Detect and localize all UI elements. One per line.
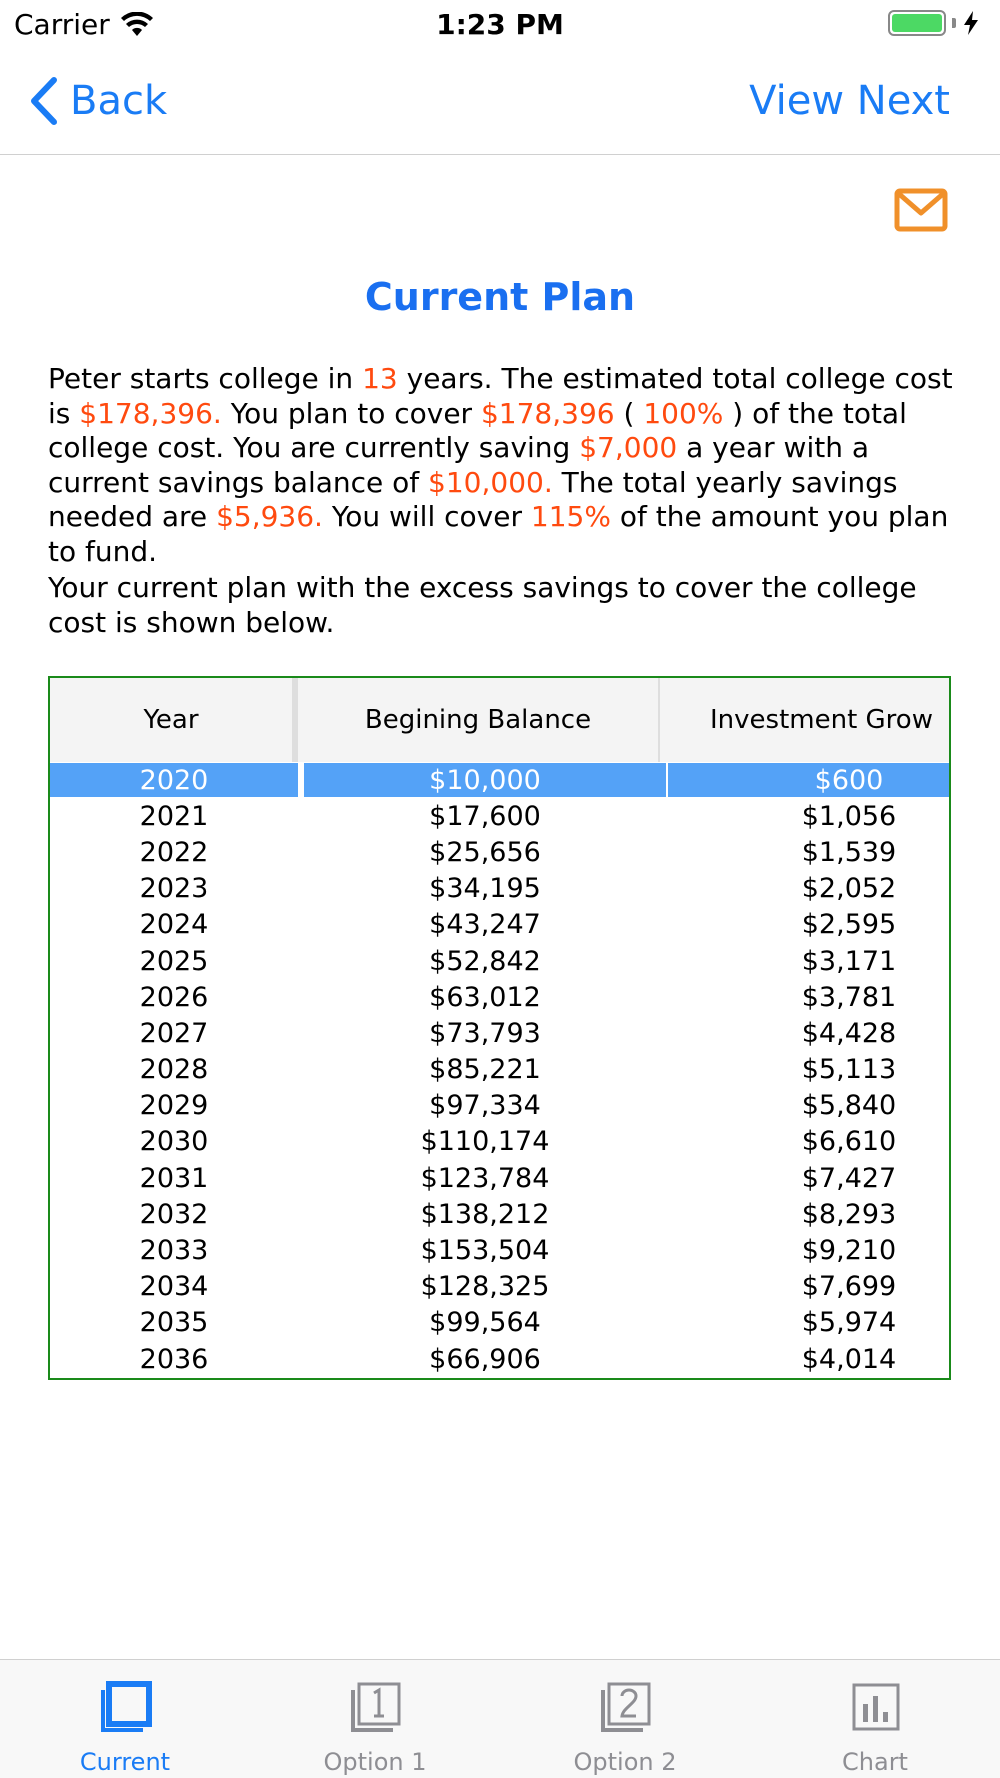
status-time: 1:23 PM	[436, 8, 564, 41]
cell-year: 2031	[139, 1162, 209, 1194]
cell-year: 2025	[139, 945, 209, 977]
table-row[interactable]	[50, 1052, 951, 1088]
years-value: 13	[362, 362, 398, 395]
table-row[interactable]	[50, 1160, 951, 1196]
tab-label-option-1: Option 1	[323, 1748, 427, 1776]
cell-investment-growth: $3,781	[801, 981, 897, 1013]
cell-year: 2033	[139, 1235, 209, 1267]
option-2-icon	[597, 1678, 655, 1736]
table-body	[50, 762, 951, 1377]
cell-investment-growth: $9,210	[801, 1235, 897, 1267]
cell-beginning-balance: $25,656	[429, 836, 541, 868]
tab-label-chart: Chart	[842, 1748, 908, 1776]
back-label: Back	[70, 78, 168, 124]
cell-beginning-balance: $110,174	[420, 1126, 550, 1158]
chart-icon	[847, 1678, 905, 1736]
cell-year: 2020	[50, 763, 298, 797]
cell-investment-growth: $600	[668, 763, 951, 797]
status-bar	[0, 0, 1000, 50]
cell-investment-growth: $7,427	[801, 1162, 897, 1194]
table-row[interactable]	[50, 943, 951, 979]
total-cost-value: $178,396.	[79, 396, 222, 430]
cell-investment-growth: $6,610	[801, 1126, 897, 1158]
cell-investment-growth: $7,699	[801, 1271, 897, 1303]
cell-beginning-balance: $85,221	[429, 1054, 541, 1086]
cell-year: 2023	[139, 873, 209, 905]
battery-indicator	[888, 10, 980, 36]
cell-investment-growth: $1,056	[801, 800, 897, 832]
tab-chart[interactable]	[750, 1660, 1000, 1778]
cover-percent-value: 100%	[643, 396, 724, 430]
current-plan-icon	[97, 1678, 155, 1736]
column-header-year[interactable]: Year	[50, 678, 298, 762]
cell-investment-growth: $5,113	[801, 1054, 897, 1086]
cell-investment-growth: $4,014	[801, 1343, 897, 1375]
cell-year: 2034	[139, 1271, 209, 1303]
cell-beginning-balance: $10,000	[304, 763, 666, 797]
cell-year: 2029	[139, 1090, 209, 1122]
yearly-saving-value: $7,000	[579, 431, 678, 464]
table-row[interactable]	[50, 1015, 951, 1051]
cell-beginning-balance: $34,195	[429, 873, 541, 905]
cell-year: 2030	[139, 1126, 209, 1158]
cell-year: 2027	[139, 1017, 209, 1049]
cell-investment-growth: $4,428	[801, 1017, 897, 1049]
cell-year: 2036	[139, 1343, 209, 1375]
cell-beginning-balance: $153,504	[420, 1235, 550, 1267]
table-row[interactable]	[50, 762, 951, 798]
column-header-investment-growth[interactable]: Investment Grow	[710, 705, 933, 735]
cell-beginning-balance: $17,600	[429, 800, 541, 832]
table-row[interactable]	[50, 1196, 951, 1232]
cell-investment-growth: $5,974	[801, 1307, 897, 1339]
cell-beginning-balance: $73,793	[429, 1017, 541, 1049]
balance-value: $10,000.	[428, 465, 553, 499]
table-row[interactable]	[50, 907, 951, 943]
coverage-value: 115%	[530, 500, 611, 533]
table-row[interactable]	[50, 1341, 951, 1377]
battery-icon	[888, 10, 946, 36]
option-1-icon	[347, 1678, 405, 1736]
savings-table[interactable]	[48, 676, 951, 1380]
cell-investment-growth: $1,539	[801, 836, 897, 868]
table-row[interactable]	[50, 1088, 951, 1124]
tab-current[interactable]	[0, 1660, 250, 1778]
cell-year: 2032	[139, 1198, 209, 1230]
tab-label-current: Current	[79, 1748, 171, 1776]
cell-beginning-balance: $128,325	[420, 1271, 550, 1303]
tab-bar	[0, 1659, 1000, 1778]
cell-year: 2024	[139, 909, 209, 941]
tab-label-option-2: Option 2	[573, 1748, 677, 1776]
navigation-bar	[0, 50, 1000, 155]
cell-year: 2022	[139, 836, 209, 868]
cell-investment-growth: $5,840	[801, 1090, 897, 1122]
carrier-label: Carrier	[14, 8, 110, 41]
cell-beginning-balance: $52,842	[429, 945, 541, 977]
table-row[interactable]	[50, 1305, 951, 1341]
table-row[interactable]	[50, 798, 951, 834]
chevron-left-icon	[28, 76, 58, 126]
cell-investment-growth: $2,595	[801, 909, 897, 941]
cell-beginning-balance: $43,247	[429, 909, 541, 941]
cell-beginning-balance: $138,212	[420, 1198, 550, 1230]
table-row[interactable]	[50, 1124, 951, 1160]
cell-year: 2026	[139, 981, 209, 1013]
table-header	[50, 678, 951, 762]
cell-investment-growth: $8,293	[801, 1198, 897, 1230]
plan-summary: Peter starts college in 13 years. The estimated total college cost is $178,396. You plan to cover $178,396 ( 100% ) of the total college cost. You are currently saving $7,000 a year with a current savings balance of $10,000. The total yearly savings needed are $5,936. You will cover 115% of the amount you plan to fund.	[48, 362, 953, 568]
cell-year: 2035	[139, 1307, 209, 1339]
back-button[interactable]	[28, 76, 167, 126]
cell-beginning-balance: $99,564	[429, 1307, 541, 1339]
page-title: Current Plan	[364, 275, 636, 319]
table-row[interactable]	[50, 834, 951, 870]
tab-option-2[interactable]	[500, 1660, 750, 1778]
cell-investment-growth: $3,171	[801, 945, 897, 977]
column-header-beginning-balance[interactable]: Begining Balance	[298, 678, 660, 762]
charging-bolt-icon	[962, 10, 980, 36]
needed-value: $5,936.	[216, 500, 323, 533]
table-row[interactable]	[50, 979, 951, 1015]
cell-beginning-balance: $97,334	[429, 1090, 541, 1122]
cell-beginning-balance: $63,012	[429, 981, 541, 1013]
plan-note: Your current plan with the excess savings to cover the college cost is shown below.	[48, 571, 917, 639]
view-next-button[interactable]: View Next	[749, 78, 950, 124]
cover-amount-value: $178,396	[480, 396, 615, 430]
cell-beginning-balance: $123,784	[420, 1162, 550, 1194]
table-row[interactable]	[50, 871, 951, 907]
cell-year: 2021	[139, 800, 209, 832]
cell-investment-growth: $2,052	[801, 873, 897, 905]
cell-beginning-balance: $66,906	[429, 1343, 541, 1375]
table-row[interactable]	[50, 1269, 951, 1305]
mail-icon[interactable]	[894, 188, 948, 232]
cell-year: 2028	[139, 1054, 209, 1086]
table-row[interactable]	[50, 1232, 951, 1268]
tab-option-1[interactable]	[250, 1660, 500, 1778]
